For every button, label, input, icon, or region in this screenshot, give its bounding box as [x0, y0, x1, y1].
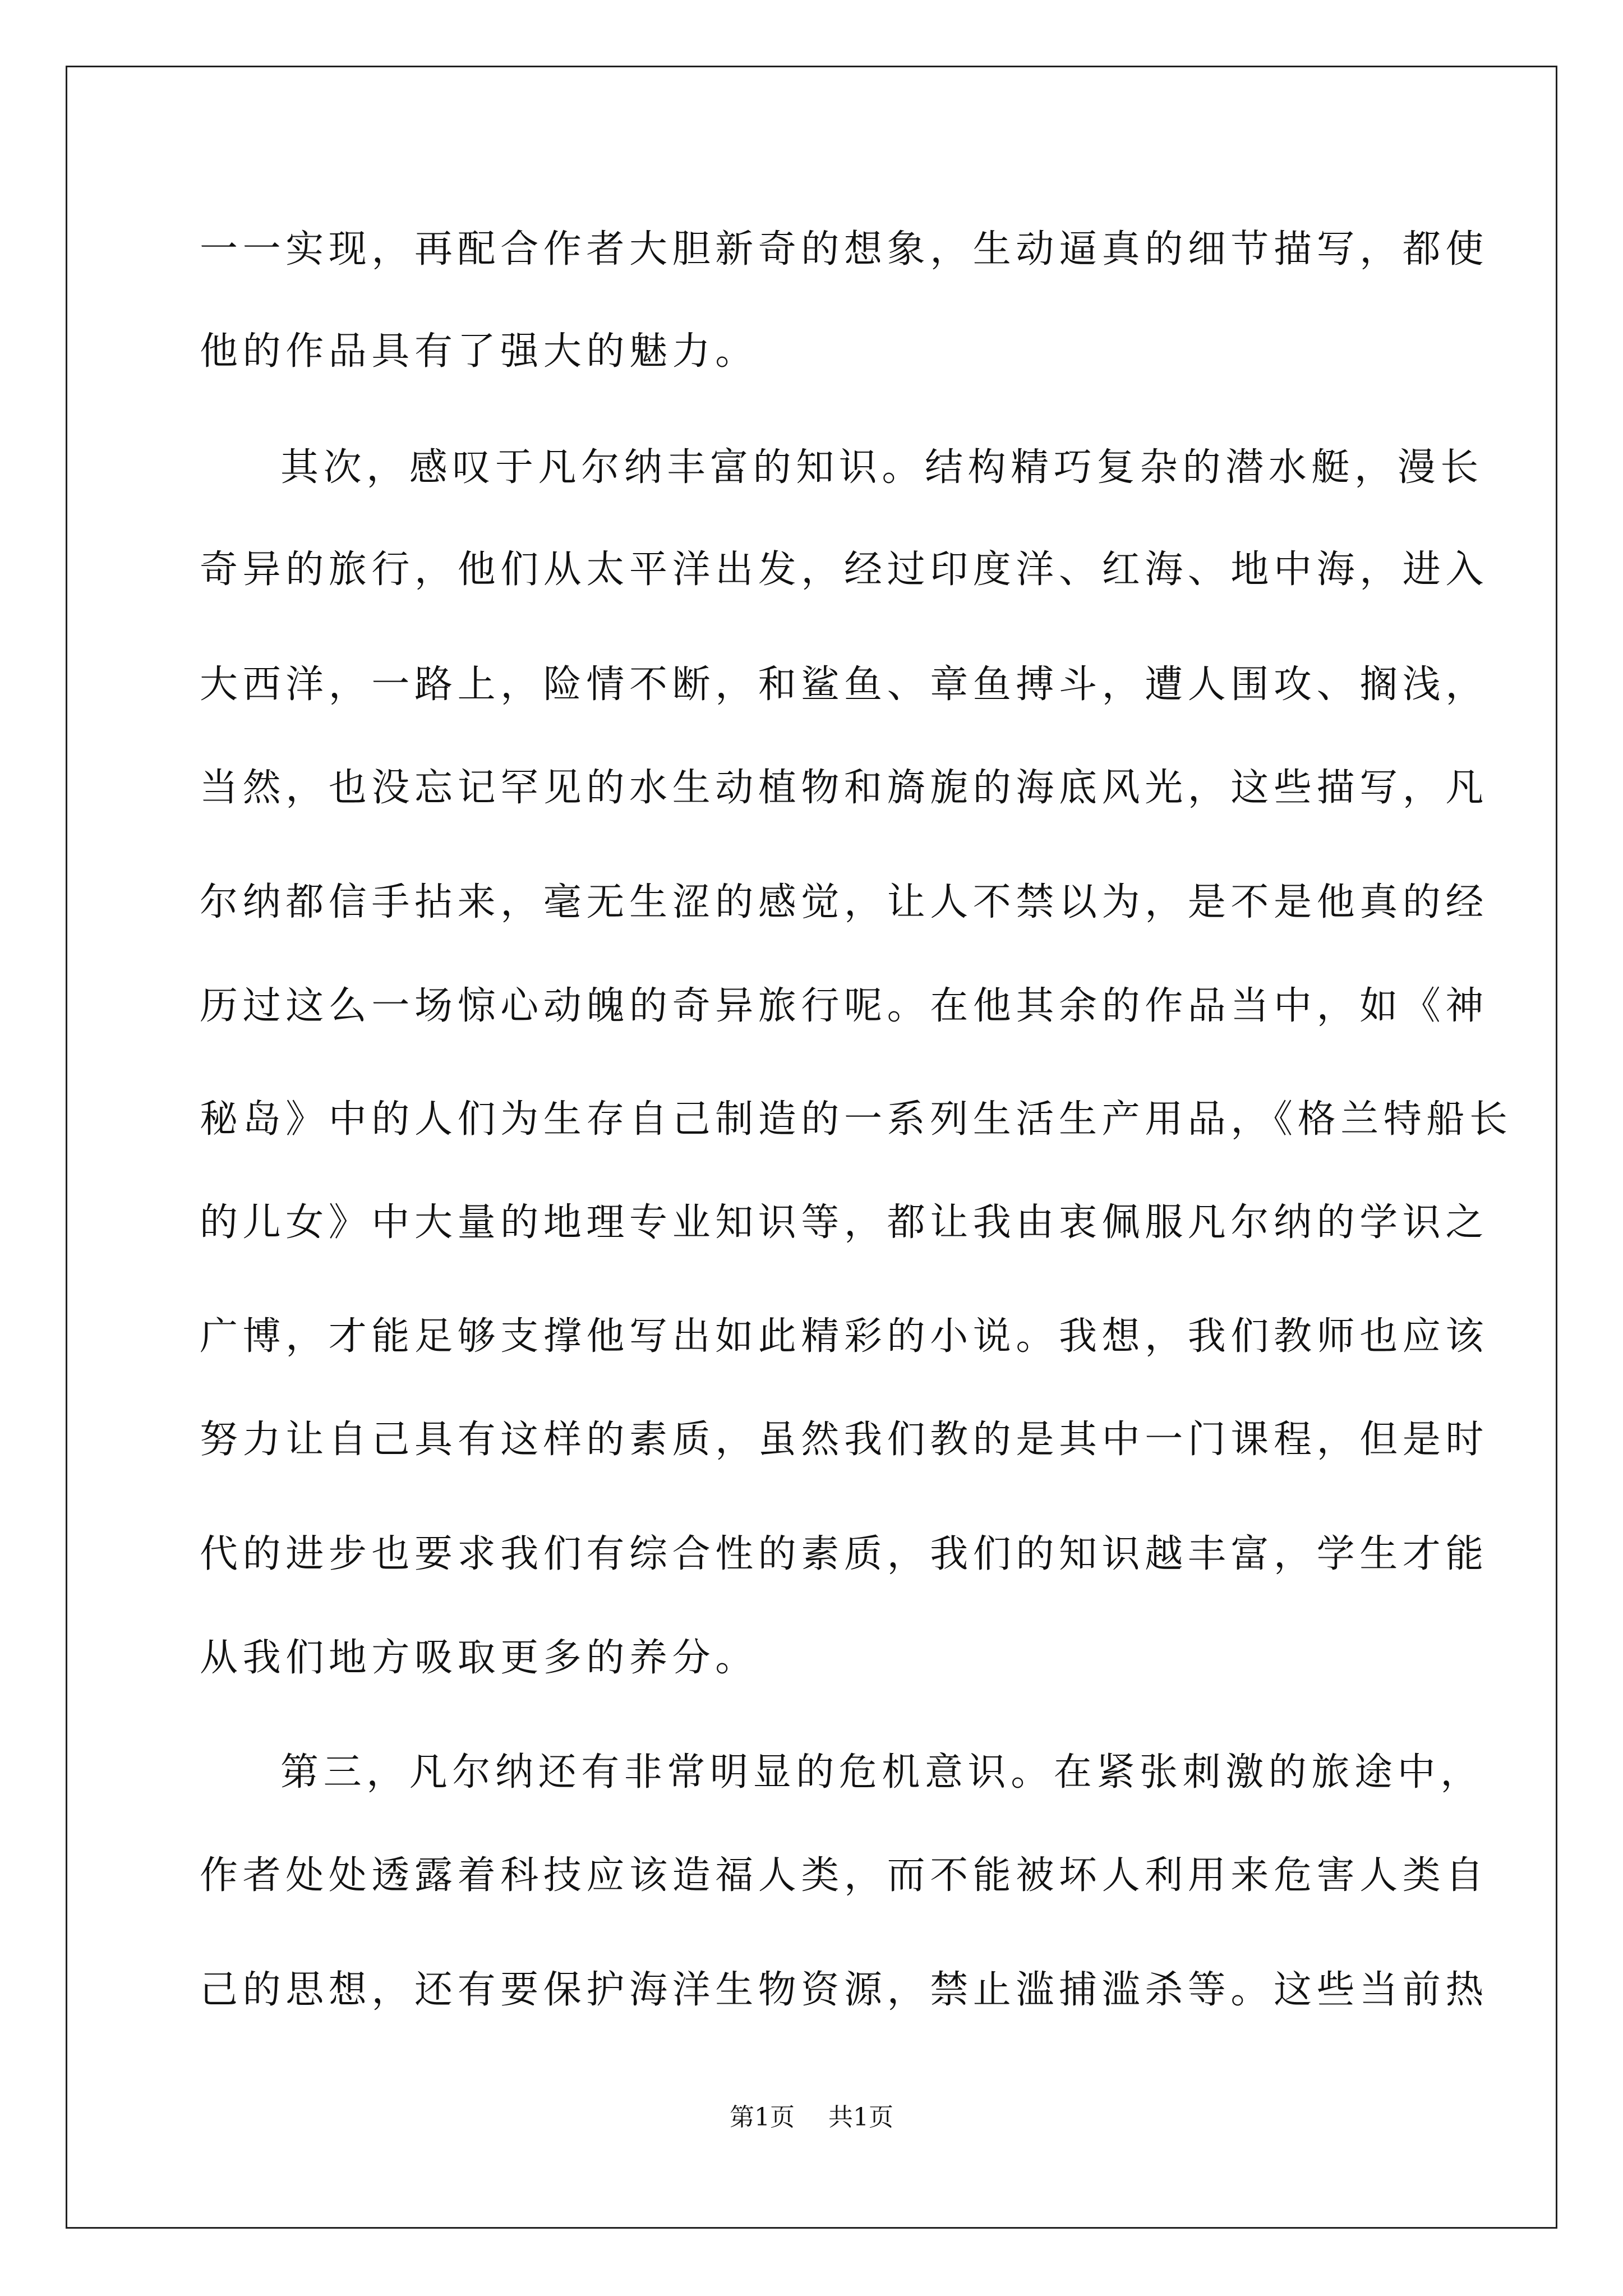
text-line: 尔纳都信手拈来，毫无生涩的感觉，让人不禁以为，是不是他真的经: [200, 880, 1489, 924]
text-line: 己的思想，还有要保护海洋生物资源，禁止滥捕滥杀等。这些当前热: [200, 1968, 1489, 2012]
text-line: 当然，也没忘记罕见的水生动植物和旖旎的海底风光，这些描写，凡: [200, 766, 1489, 810]
paragraph-first-line: 其次，感叹于凡尔纳丰富的知识。结构精巧复杂的潜水艇，漫长: [280, 445, 1483, 490]
text-line: 秘岛》中的人们为生存自己制造的一系列生活生产用品，《格兰特船长: [200, 1097, 1513, 1142]
page-number-total: 共1页: [828, 2103, 893, 2132]
text-line: 努力让自己具有这样的素质，虽然我们教的是其中一门课程，但是时: [200, 1418, 1489, 1462]
paragraph-first-line: 第三，凡尔纳还有非常明显的危机意识。在紧张刺激的旅途中，: [280, 1750, 1483, 1795]
text-line: 的儿女》中大量的地理专业知识等，都让我由衷佩服凡尔纳的学识之: [200, 1200, 1489, 1245]
text-line: 代的进步也要求我们有综合性的素质，我们的知识越丰富，学生才能: [200, 1532, 1489, 1576]
text-line: 历过这么一场惊心动魄的奇异旅行呢。在他其余的作品当中，如《神: [200, 984, 1489, 1028]
text-line: 大西洋，一路上，险情不断，和鲨鱼、章鱼搏斗，遭人围攻、搁浅，: [200, 662, 1489, 707]
page-number-current: 第1页: [730, 2103, 795, 2132]
text-line: 广博，才能足够支撑他写出如此精彩的小说。我想，我们教师也应该: [200, 1314, 1489, 1359]
page-footer: [0, 2101, 1623, 2134]
text-line: 奇异的旅行，他们从太平洋出发，经过印度洋、红海、地中海，进入: [200, 547, 1489, 592]
text-line: 一一实现，再配合作者大胆新奇的想象，生动逼真的细节描写，都使: [200, 227, 1489, 272]
text-line: 他的作品具有了强大的魅力。: [200, 329, 758, 374]
text-line: 作者处处透露着科技应该造福人类，而不能被坏人利用来危害人类自: [200, 1853, 1489, 1898]
text-line: 从我们地方吸取更多的养分。: [200, 1636, 758, 1680]
